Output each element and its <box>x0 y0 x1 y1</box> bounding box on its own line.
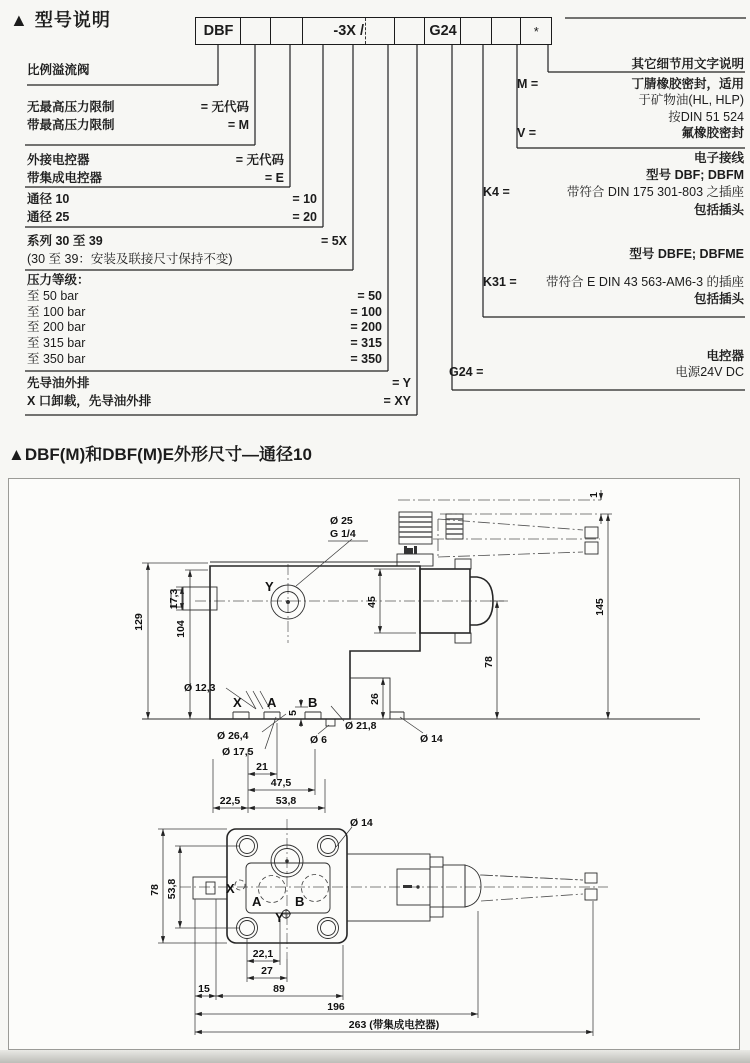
option-row <box>483 246 744 263</box>
option-code: = 10 <box>292 192 317 206</box>
dim-15: 15 <box>198 983 210 995</box>
dim-dia-14-bottom: Ø 14 <box>350 817 373 829</box>
option-label: 于矿物油(HL, HLP) <box>638 93 744 108</box>
code-group-controller-supply <box>449 348 744 381</box>
drawing-frame <box>8 478 740 1050</box>
option-code: = 200 <box>350 320 382 335</box>
dim-27: 27 <box>261 965 273 977</box>
code-group-pressure-rating <box>27 273 382 368</box>
option-code: M = <box>517 77 539 91</box>
type-code-boxes <box>195 17 552 45</box>
option-label: X 口卸载，先导油外排 <box>27 394 152 408</box>
option-code: = 315 <box>350 336 382 351</box>
code-group-valve-type <box>27 61 212 79</box>
group-header: 压力等级： <box>27 273 90 287</box>
option-row <box>27 61 212 79</box>
option-label: 带符合 E DIN 43 563-AM6-3 的插座 <box>546 275 744 290</box>
code-group-electrical-connection <box>483 150 744 308</box>
option-row <box>27 336 382 352</box>
code-group-further-details: 其它细节用文字说明 <box>631 57 744 71</box>
option-row <box>483 202 744 219</box>
code-group-max-pressure-limit <box>27 98 249 134</box>
dashed-divider <box>365 18 366 44</box>
option-row <box>483 274 744 291</box>
dim-196: 196 <box>327 1001 345 1013</box>
option-label: 通径 25 <box>27 210 70 224</box>
dim-dia-26-4: Ø 26,4 <box>217 730 249 742</box>
code-group-pilot-drain <box>27 374 411 410</box>
option-row <box>27 305 382 321</box>
option-label: 外接电控器 <box>27 153 90 167</box>
option-label: 型号 DBF; DBFM <box>646 168 744 183</box>
dim-78-bottom: 78 <box>149 884 161 896</box>
option-label: 比例溢流阀 <box>27 63 90 77</box>
option-label: 系列 30 至 39 <box>27 234 103 248</box>
option-label: 按DIN 51 524 <box>668 109 744 124</box>
code-group-series-range <box>27 232 347 268</box>
option-label: 电源24V DC <box>675 365 744 380</box>
option-row <box>517 92 744 108</box>
option-code: V = <box>517 125 537 140</box>
option-code: = Y <box>392 376 411 390</box>
option-row <box>449 348 744 364</box>
option-row <box>27 250 347 268</box>
option-code: = E <box>264 171 284 185</box>
dim-22-1: 22,1 <box>252 948 274 960</box>
dim-26: 26 <box>369 693 381 705</box>
dim-port-diameter: Ø 25 <box>330 515 353 527</box>
dim-145: 145 <box>594 598 606 616</box>
dim-45: 45 <box>366 596 378 608</box>
option-row <box>27 151 284 169</box>
option-label: 至 200 bar <box>27 320 86 335</box>
dim-thread: G 1/4 <box>330 528 356 540</box>
page-title: ▲ 型号说明 <box>10 10 111 30</box>
dim-129: 129 <box>133 613 145 631</box>
option-row <box>27 190 317 208</box>
dim-22-5: 22,5 <box>219 795 241 807</box>
dim-17-3: 17,3 <box>168 588 180 610</box>
option-row <box>483 167 744 184</box>
section-title-dimensions: ▲DBF(M)和DBF(M)E外形尺寸—通径10 <box>8 445 312 464</box>
option-row <box>483 184 744 201</box>
option-row <box>517 109 744 125</box>
option-row <box>517 76 744 92</box>
option-code: K4 = <box>483 185 510 200</box>
option-row <box>27 98 249 116</box>
group-header: 电子接线 <box>693 151 744 165</box>
option-label: 电控器 <box>706 349 744 363</box>
port-x-label-bottom: X <box>226 881 235 896</box>
option-label: 带集成电控器 <box>27 171 103 185</box>
dim-78-top: 78 <box>483 656 495 668</box>
port-y-label: Y <box>265 579 274 594</box>
option-label: 至 315 bar <box>27 336 86 351</box>
option-label: 通径 10 <box>27 192 70 206</box>
option-row <box>27 392 411 410</box>
option-code: = 5X <box>320 234 347 248</box>
port-b-label: B <box>308 695 318 710</box>
option-row <box>27 289 382 305</box>
option-label: 至 50 bar <box>27 288 79 303</box>
code-box-2 <box>240 17 271 45</box>
option-label: 丁腈橡胶密封，适用 <box>631 77 744 91</box>
option-label: 至 100 bar <box>27 304 86 319</box>
code-box-design-label: -3X / <box>333 23 365 39</box>
bottom-view <box>149 817 608 1036</box>
option-code: = M <box>227 118 249 132</box>
option-code: = 20 <box>292 210 317 224</box>
top-view <box>133 490 700 880</box>
dim-53-8-top: 53,8 <box>275 795 297 807</box>
option-row <box>483 291 744 308</box>
option-row <box>517 125 744 141</box>
port-x-label: X <box>233 695 242 710</box>
option-label: 氟橡胶密封 <box>681 125 744 140</box>
dim-dia-12-3: Ø 12,3 <box>184 682 216 694</box>
option-code: = XY <box>383 394 411 408</box>
code-group-seals <box>517 76 744 141</box>
option-code: = 50 <box>357 288 382 303</box>
option-code: = 无代码 <box>200 100 249 114</box>
option-code: K31 = <box>483 275 517 290</box>
option-note: (30 至 39：安装及联接尺寸保持不变) <box>27 252 233 266</box>
option-row <box>27 232 347 250</box>
option-label: 无最高压力限制 <box>27 100 115 114</box>
option-row <box>27 169 284 187</box>
port-a-label: A <box>267 695 277 710</box>
dim-263: 263 (带集成电控器) <box>348 1019 440 1031</box>
option-code: = 100 <box>350 304 382 319</box>
port-a-label-bottom: A <box>252 894 262 909</box>
dim-dia-21-8: Ø 21,8 <box>345 720 377 732</box>
option-label: 至 350 bar <box>27 351 86 366</box>
dim-47-5: 47,5 <box>270 777 292 789</box>
option-code: = 无代码 <box>235 153 284 167</box>
code-group-nominal-size <box>27 190 317 226</box>
code-box-series: DBF <box>195 17 242 45</box>
option-label: 带最高压力限制 <box>27 118 115 132</box>
dim-21: 21 <box>256 761 268 773</box>
code-box-star: * <box>520 17 552 45</box>
code-box-voltage: G24 <box>424 17 462 45</box>
option-label: 带符合 DIN 175 301-803 之插座 <box>566 185 744 200</box>
dim-104: 104 <box>175 620 187 638</box>
option-row <box>483 150 744 167</box>
dim-dia-6: Ø 6 <box>310 734 327 746</box>
dim-dia-14: Ø 14 <box>420 733 443 745</box>
dim-89: 89 <box>273 983 285 995</box>
option-code: = 350 <box>350 351 382 366</box>
option-code: G24 = <box>449 365 484 380</box>
option-label: 先导油外排 <box>27 376 90 390</box>
code-box-3 <box>270 17 304 45</box>
dim-53-8-bottom: 53,8 <box>166 878 178 900</box>
code-box-7 <box>460 17 492 45</box>
code-group-controller-mounting <box>27 151 284 187</box>
option-row <box>27 320 382 336</box>
scan-edge-shadow <box>0 1050 750 1063</box>
code-box-8 <box>491 17 522 45</box>
port-y-label-bottom: Y <box>275 910 284 925</box>
port-b-label-bottom: B <box>295 894 305 909</box>
dim-dia-17-5: Ø 17,5 <box>222 746 254 758</box>
code-box-5 <box>394 17 426 45</box>
option-row <box>27 208 317 226</box>
option-row <box>27 352 382 368</box>
option-label: 型号 DBFE; DBFME <box>629 246 744 261</box>
dim-1: 1 <box>588 492 600 498</box>
option-row <box>27 374 411 392</box>
option-row <box>27 116 249 134</box>
option-row <box>449 364 744 380</box>
dim-5: 5 <box>287 710 299 716</box>
dimension-drawing <box>9 479 739 1049</box>
option-label: 包括插头 <box>693 292 744 307</box>
option-label: 包括插头 <box>693 202 744 217</box>
code-box-design <box>302 17 395 45</box>
option-row <box>27 273 382 289</box>
